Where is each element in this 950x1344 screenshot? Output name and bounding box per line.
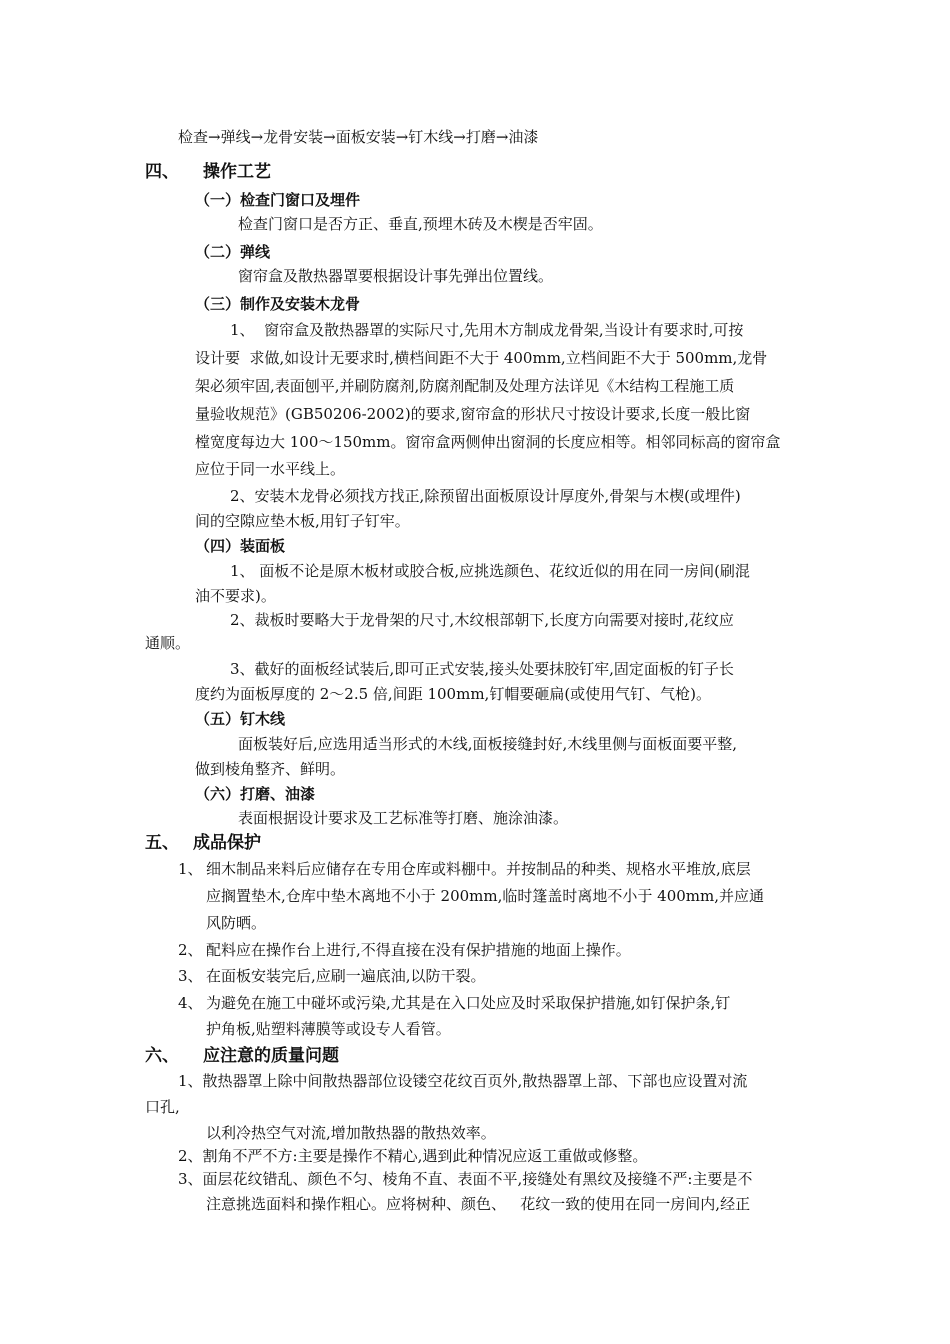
quality-issue-line: 2、割角不严不方:主要是操作不精心,遇到此种情况应返工重做或修整。 bbox=[178, 1147, 648, 1165]
subsection-4-p2-line: 通顺。 bbox=[145, 634, 191, 652]
subsection-3-p2-line: 2、安装木龙骨必须找方找正,除预留出面板原设计厚度外,骨架与木楔(或埋件) bbox=[230, 487, 741, 505]
subsection-3-p1-line: 架必须牢固,表面刨平,并刷防腐剂,防腐剂配制及处理方法详见《木结构工程施工质 bbox=[195, 377, 735, 395]
process-flow: 检查→弹线→龙骨安装→面板安装→钉木线→打磨→油漆 bbox=[178, 128, 539, 146]
subsection-4-p1-line: 1、 面板不论是原木板材或胶合板,应挑选颜色、花纹近似的用在同一房间(刷混 bbox=[230, 562, 750, 580]
section-6-number: 六、 bbox=[145, 1046, 179, 1066]
subsection-4-p1-line: 油不要求)。 bbox=[195, 587, 276, 605]
subsection-4-p3-line: 度约为面板厚度的 2～2.5 倍,间距 100mm,钉帽要砸扁(或使用气钉、气枪)。 bbox=[195, 685, 712, 703]
section-4-title: 操作工艺 bbox=[203, 162, 271, 182]
protection-item-line: 配料应在操作台上进行,不得直接在没有保护措施的地面上操作。 bbox=[206, 941, 631, 959]
subsection-4-p3-line: 3、截好的面板经试装后,即可正式安装,接头处要抹胶钉牢,固定面板的钉子长 bbox=[230, 660, 734, 678]
section-6-title: 应注意的质量问题 bbox=[203, 1046, 339, 1066]
subsection-5-line: 面板装好后,应选用适当形式的木线,面板接缝封好,木线里侧与面板面要平整, bbox=[238, 735, 738, 753]
protection-item-number: 4、 bbox=[178, 994, 203, 1012]
quality-issue-line: 3、面层花纹错乱、颜色不匀、棱角不直、表面不平,接缝处有黑纹及接缝不严:主要是不 bbox=[178, 1170, 753, 1188]
quality-issue-line: 注意挑选面料和操作粗心。应将树种、颜色、 花纹一致的使用在同一房间内,经正 bbox=[206, 1195, 751, 1213]
subsection-3-title: （三）制作及安装木龙骨 bbox=[195, 295, 361, 313]
protection-item-line: 在面板安装完后,应刷一遍底油,以防干裂。 bbox=[206, 967, 486, 985]
protection-item-number: 1、 bbox=[178, 860, 203, 878]
protection-item-line: 细木制品来料后应储存在专用仓库或料棚中。并按制品的种类、规格水平堆放,底层 bbox=[206, 860, 751, 878]
subsection-3-p1-line: 樘宽度每边大 100～150mm。窗帘盒两侧伸出窗洞的长度应相等。相邻同标高的窗帘盒 bbox=[195, 433, 781, 451]
subsection-3-p2-line: 间的空隙应垫木板,用钉子钉牢。 bbox=[195, 512, 410, 530]
protection-item-number: 3、 bbox=[178, 967, 203, 985]
subsection-5-title: （五）钉木线 bbox=[195, 710, 286, 728]
subsection-2-title: （二）弹线 bbox=[195, 243, 271, 261]
protection-item-line: 为避免在施工中碰坏或污染,尤其是在入口处应及时采取保护措施,如钉保护条,钉 bbox=[206, 994, 731, 1012]
subsection-3-p1-line: 量验收规范》(GB50206-2002)的要求,窗帘盒的形状尺寸按设计要求,长度一般比窗 bbox=[195, 405, 751, 423]
subsection-4-title: （四）装面板 bbox=[195, 537, 286, 555]
section-5-title: 成品保护 bbox=[193, 833, 261, 853]
subsection-1-title: （一）检查门窗口及埋件 bbox=[195, 191, 361, 209]
subsection-6-title: （六）打磨、油漆 bbox=[195, 785, 316, 803]
protection-item-number: 2、 bbox=[178, 941, 203, 959]
protection-item-line: 护角板,贴塑料薄膜等或设专人看管。 bbox=[206, 1020, 451, 1038]
subsection-3-p1-line: 设计要 求做,如设计无要求时,横档间距不大于 400mm,立档间距不大于 500mm,龙骨 bbox=[195, 349, 768, 367]
protection-item-line: 应搁置垫木,仓库中垫木离地不小于 200mm,临时篷盖时离地不小于 400mm,并应通 bbox=[206, 887, 764, 905]
subsection-1-text: 检查门窗口是否方正、垂直,预埋木砖及木楔是否牢固。 bbox=[238, 215, 603, 233]
subsection-4-p2-line: 2、裁板时要略大于龙骨架的尺寸,木纹根部朝下,长度方向需要对接时,花纹应 bbox=[230, 611, 734, 629]
section-5-number: 五、 bbox=[145, 833, 179, 853]
quality-issue-line: 1、散热器罩上除中间散热器部位设镂空花纹百页外,散热器罩上部、下部也应设置对流 bbox=[178, 1072, 748, 1090]
section-4-number: 四、 bbox=[145, 162, 179, 182]
quality-issue-line: 以利冷热空气对流,增加散热器的散热效率。 bbox=[206, 1124, 496, 1142]
quality-issue-line: 口孔, bbox=[145, 1098, 180, 1116]
protection-item-line: 风防晒。 bbox=[206, 914, 267, 932]
subsection-5-line: 做到棱角整齐、鲜明。 bbox=[195, 760, 346, 778]
subsection-2-text: 窗帘盒及散热器罩要根据设计事先弹出位置线。 bbox=[238, 267, 554, 285]
subsection-6-line: 表面根据设计要求及工艺标准等打磨、施涂油漆。 bbox=[238, 809, 569, 827]
subsection-3-p1-line: 应位于同一水平线上。 bbox=[195, 460, 346, 478]
subsection-3-p1-line: 1、 窗帘盒及散热器罩的实际尺寸,先用木方制成龙骨架,当设计有要求时,可按 bbox=[230, 321, 744, 339]
